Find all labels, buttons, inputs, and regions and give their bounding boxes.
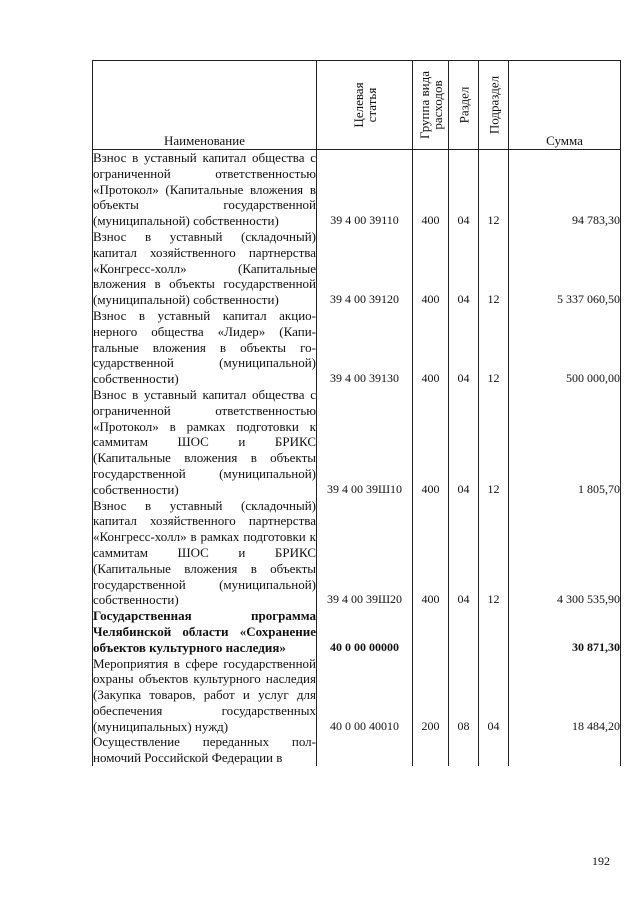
row-sum — [509, 734, 621, 766]
row-name: Взнос в уставный капитал акционерного общества «Лидер» (Капитальные вложения в объекты государственной (муниципальной) собственности) — [93, 307, 316, 387]
table-row — [93, 656, 621, 735]
row-target-article: 40 0 00 00000 — [317, 608, 413, 655]
row-sum: 94 783,30 — [509, 150, 621, 229]
table-body — [93, 150, 621, 767]
row-expense-group — [413, 608, 449, 655]
row-section — [449, 734, 479, 766]
row-target-article: 39 4 00 39120 — [317, 229, 413, 308]
row-section: 04 — [449, 229, 479, 308]
row-subsection: 12 — [479, 387, 509, 498]
row-sum: 1 805,70 — [509, 387, 621, 498]
header-name: Наименование — [93, 61, 317, 150]
header-section — [449, 61, 479, 150]
row-name: Взнос в уставный (складочный) капитал хозяйственного партнерства «Конгресс-холл» в рамках подготовки к саммитам ШОС и БРИКС (Капитальные вложения в объекты государственной (муниципальной) собственности) — [93, 497, 316, 608]
row-name: Взнос в уставный (складочный) капитал хозяйственного партнерства «Конгресс-холл» (Капитальные вложения в объекты государственной (муниципальной) собственности) — [93, 228, 316, 308]
header-expense-group — [413, 61, 449, 150]
row-target-article: 40 0 00 40010 — [317, 656, 413, 735]
row-expense-group — [413, 734, 449, 766]
table-row — [93, 387, 621, 498]
row-expense-group: 400 — [413, 229, 449, 308]
page-number: 192 — [592, 854, 610, 868]
table-row — [93, 498, 621, 609]
row-subsection: 04 — [479, 656, 509, 735]
row-sum: 18 484,20 — [509, 656, 621, 735]
table-row — [93, 229, 621, 308]
row-subsection: 12 — [479, 308, 509, 387]
row-section: 04 — [449, 150, 479, 229]
row-name: Мероприятия в сфере государственной охраны объектов культурного наследия (Закупка товаров, работ и услуг для обеспечения государственных (муниципальных) нужд) — [93, 655, 316, 734]
row-sum: 500 000,00 — [509, 308, 621, 387]
row-name: Государственная программа Челябинской области «Сохранение объектов культурного наследия» — [93, 608, 316, 655]
header-subsection — [479, 61, 509, 150]
row-expense-group: 400 — [413, 308, 449, 387]
row-sum: 4 300 535,90 — [509, 498, 621, 609]
row-subsection — [479, 608, 509, 655]
row-subsection: 12 — [479, 150, 509, 229]
row-expense-group: 400 — [413, 498, 449, 609]
header-section-label: Раздел — [456, 86, 471, 124]
row-section: 08 — [449, 656, 479, 735]
row-target-article: 39 4 00 39130 — [317, 308, 413, 387]
row-name: Осуществление переданных полномочий Российской Федерации в — [93, 734, 316, 766]
row-subsection: 12 — [479, 498, 509, 609]
budget-table — [92, 60, 621, 766]
row-name: Взнос в уставный капитал общества с ограниченной ответственностью «Протокол» (Капитальные вложения в объекты государственной (муниципальной) собственности) — [93, 150, 316, 229]
table-row — [93, 150, 621, 229]
table-header — [93, 61, 621, 150]
row-section: 04 — [449, 498, 479, 609]
row-name: Взнос в уставный капитал общества с ограниченной ответственностью «Протокол» в рамках подготовки к саммитам ШОС и БРИКС (Капитальные вложения в объекты государственной (муниципальной) собственности) — [93, 386, 316, 497]
row-target-article: 39 4 00 39Ш10 — [317, 387, 413, 498]
row-target-article: 39 4 00 39110 — [317, 150, 413, 229]
row-section — [449, 608, 479, 655]
row-expense-group: 400 — [413, 150, 449, 229]
header-sum: Сумма — [509, 61, 621, 150]
row-target-article: 39 4 00 39Ш20 — [317, 498, 413, 609]
table-row — [93, 308, 621, 387]
row-subsection — [479, 734, 509, 766]
row-section: 04 — [449, 387, 479, 498]
row-sum: 30 871,30 — [509, 608, 621, 655]
row-target-article — [317, 734, 413, 766]
header-target-article-label: Целевая статья — [350, 82, 379, 128]
row-section: 04 — [449, 308, 479, 387]
row-sum: 5 337 060,50 — [509, 229, 621, 308]
table-row — [93, 608, 621, 655]
header-subsection-label: Подраздел — [486, 75, 501, 135]
row-expense-group: 400 — [413, 387, 449, 498]
row-expense-group: 200 — [413, 656, 449, 735]
table-row — [93, 734, 621, 766]
header-target-article — [317, 61, 413, 150]
header-expense-group-label: Группа вида расходов — [416, 71, 445, 139]
row-subsection: 12 — [479, 229, 509, 308]
